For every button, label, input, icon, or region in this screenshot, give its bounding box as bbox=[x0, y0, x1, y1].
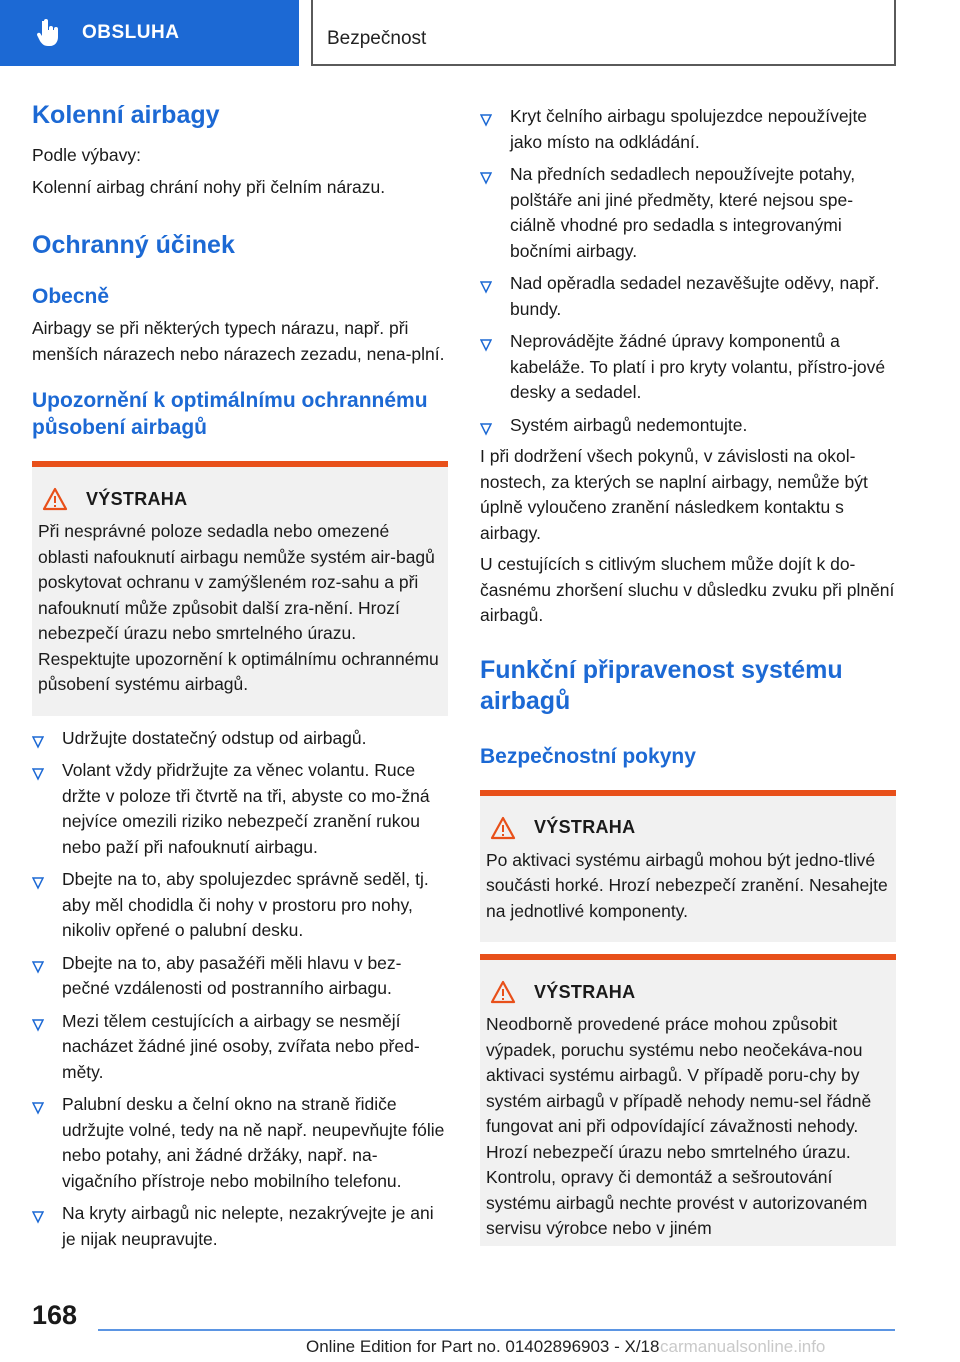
paragraph-all-instructions: I při dodržení všech pokynů, v závislosti na okol-nostech, za kterých se naplní airbagy, nemůže být úplně vyloučeno zranění následkem kontaktu s airbagy. bbox=[480, 446, 868, 543]
triangle-bullet-icon bbox=[480, 109, 494, 123]
heading-knee-airbags: Kolenní airbagy bbox=[32, 101, 220, 129]
triangle-bullet-icon bbox=[32, 1014, 46, 1028]
footer-divider bbox=[98, 1329, 895, 1331]
page-header bbox=[0, 0, 960, 66]
triangle-bullet-icon bbox=[480, 167, 494, 181]
list-item bbox=[480, 162, 896, 264]
list-item bbox=[480, 413, 896, 439]
list-item-text: Na předních sedadlech nepoužívejte potahy, polštáře ani jiné předměty, které nejsou spe-ciálně vhodné pro sedadla s integrovanými bočními airbagy. bbox=[510, 164, 856, 261]
warning-header bbox=[38, 487, 440, 511]
page-number: 168 bbox=[32, 1300, 78, 1330]
list-item bbox=[480, 104, 896, 155]
list-item bbox=[32, 951, 448, 1002]
triangle-bullet-icon bbox=[32, 1097, 46, 1111]
triangle-bullet-icon bbox=[32, 1206, 46, 1220]
warning-title: VÝSTRAHA bbox=[86, 488, 188, 509]
list-item bbox=[32, 1009, 448, 1086]
list-item bbox=[32, 726, 448, 752]
warning-triangle-icon bbox=[490, 980, 516, 1004]
warning-header bbox=[486, 980, 888, 1004]
triangle-bullet-icon bbox=[480, 334, 494, 348]
warning-header bbox=[486, 816, 888, 840]
watermark: carmanualsonline.info bbox=[660, 1337, 826, 1356]
list-item-text: Volant vždy přidržujte za věnec volantu. Ruce držte v poloze tři čtvrtě na tři, abyste co mo-žná nejvíce omezili riziko nebezpečí zranění rukou nebo paží při nafouknutí airbagu. bbox=[62, 760, 430, 857]
warning-box-hot-components bbox=[480, 790, 896, 943]
list-item bbox=[480, 329, 896, 406]
triangle-bullet-icon bbox=[480, 418, 494, 432]
heading-system-readiness: Funkční připravenost systému airbagů bbox=[480, 655, 843, 715]
warning-title: VÝSTRAHA bbox=[534, 981, 636, 1002]
warning-text: Neodborně provedené práce mohou způsobit výpadek, poruchu systému nebo neočekáva-nou aktivaci systému airbagů. V případě poru-chy by systém airbagů v případě nehody nemu-sel řádně fungovat ani při odpovídající závažnosti nehody. Hrozí nebezpečí úrazu nebo smrtelného úrazu. Kontrolu, opravy či demontáž a sešroutování systému airbagů nechte provést v autorizovaném servisu výrobce nebo v jiném bbox=[486, 1014, 872, 1238]
list-item bbox=[32, 1201, 448, 1252]
section-title: Bezpečnost bbox=[311, 0, 896, 66]
list-item bbox=[480, 271, 896, 322]
heading-protective-effect: Ochranný účinek bbox=[32, 231, 235, 259]
right-column bbox=[480, 100, 896, 1246]
list-item-text: Mezi tělem cestujících a airbagy se nesmějí nacházet žádné jiné osoby, zvířata nebo před-měty. bbox=[62, 1010, 420, 1082]
bullet-list-right bbox=[480, 104, 896, 438]
warning-box-improper-work bbox=[480, 954, 896, 1246]
triangle-bullet-icon bbox=[32, 872, 46, 886]
triangle-bullet-icon bbox=[480, 276, 494, 290]
pointing-hand-icon bbox=[36, 19, 64, 47]
paragraph-hearing: U cestujících s citlivým sluchem může dojít k do-časnému zhoršení sluchu v důsledku zvuku při plnění airbagů. bbox=[480, 554, 895, 625]
warning-box bbox=[32, 461, 448, 716]
list-item-text: Palubní desku a čelní okno na straně řidiče udržujte volné, tedy na ně např. neupevňujte fólie nebo potahy, ani žádné držáky, např. na-vigačního přístroje nebo mobilního telefonu. bbox=[62, 1094, 445, 1191]
list-item-text: Neprovádějte žádné úpravy komponentů a kabeláže. To platí i pro kryty volantu, přístro-jové desky a sedadel. bbox=[510, 331, 886, 402]
list-item-text: Udržujte dostatečný odstup od airbagů. bbox=[62, 727, 367, 748]
list-item-text: Dbejte na to, aby spolujezdec správně seděl, tj. aby měl chodidla či nohy v prostoru pro nohy, nikoliv opřené o palubní desku. bbox=[62, 869, 429, 940]
triangle-bullet-icon bbox=[32, 731, 46, 745]
heading-safety-notes: Bezpečnostní pokyny bbox=[480, 744, 696, 768]
list-item-text: Dbejte na to, aby pasažéři měli hlavu v bez-pečné vzdálenosti od postranního airbagu. bbox=[62, 952, 402, 998]
warning-text: Po aktivaci systému airbagů mohou být jedno-tlivé součásti horké. Hrozí nebezpečí zranění. Nesahejte na jednotlivé komponenty. bbox=[486, 849, 888, 921]
paragraph-knee-airbag: Kolenní airbag chrání nohy při čelním nárazu. bbox=[32, 176, 386, 197]
list-item-text: Na kryty airbagů nic nelepte, nezakrývejte je ani je nijak neupravujte. bbox=[62, 1203, 434, 1249]
tab-label: OBSLUHA bbox=[82, 22, 180, 43]
warning-triangle-icon bbox=[42, 487, 68, 511]
bullet-list-left bbox=[32, 726, 448, 1253]
triangle-bullet-icon bbox=[32, 763, 46, 777]
footer-edition: Online Edition for Part no. 01402896903 - X/18 bbox=[306, 1337, 660, 1356]
triangle-bullet-icon bbox=[32, 956, 46, 970]
heading-general: Obecně bbox=[32, 285, 110, 308]
list-item bbox=[32, 867, 448, 944]
list-item bbox=[32, 1092, 448, 1194]
list-item-text: Systém airbagů nedemontujte. bbox=[510, 414, 748, 435]
tab-obsluha[interactable] bbox=[0, 0, 299, 66]
warning-triangle-icon bbox=[490, 816, 516, 840]
heading-optimal-protection: Upozornění k optimálnímu ochrannému působení airbagů bbox=[32, 389, 428, 439]
paragraph-equipment: Podle výbavy: bbox=[32, 145, 141, 165]
warning-title: VÝSTRAHA bbox=[534, 817, 636, 837]
list-item bbox=[32, 758, 448, 860]
left-column bbox=[32, 100, 448, 1252]
paragraph-general: Airbagy se při některých typech nárazu, např. při menších nárazech nebo nárazech zezadu, nena-plní. bbox=[32, 318, 445, 364]
warning-text: Při nesprávné poloze sedadla nebo omezené oblasti nafouknutí airbagu nemůže systém air-bagů poskytovat ochranu v zamýšleném roz-sahu a při nafouknutí může způsobit další zra-nění. Hrozí nebezpečí úrazu nebo smrtelného úrazu. Respektujte upozornění k optimálnímu ochrannému působení systému airbagů. bbox=[38, 521, 439, 694]
list-item-text: Nad opěradla sedadel nezavěšujte oděvy, např. bundy. bbox=[510, 273, 880, 319]
list-item-text: Kryt čelního airbagu spolujezdce nepoužívejte jako místo na odkládání. bbox=[510, 106, 868, 152]
